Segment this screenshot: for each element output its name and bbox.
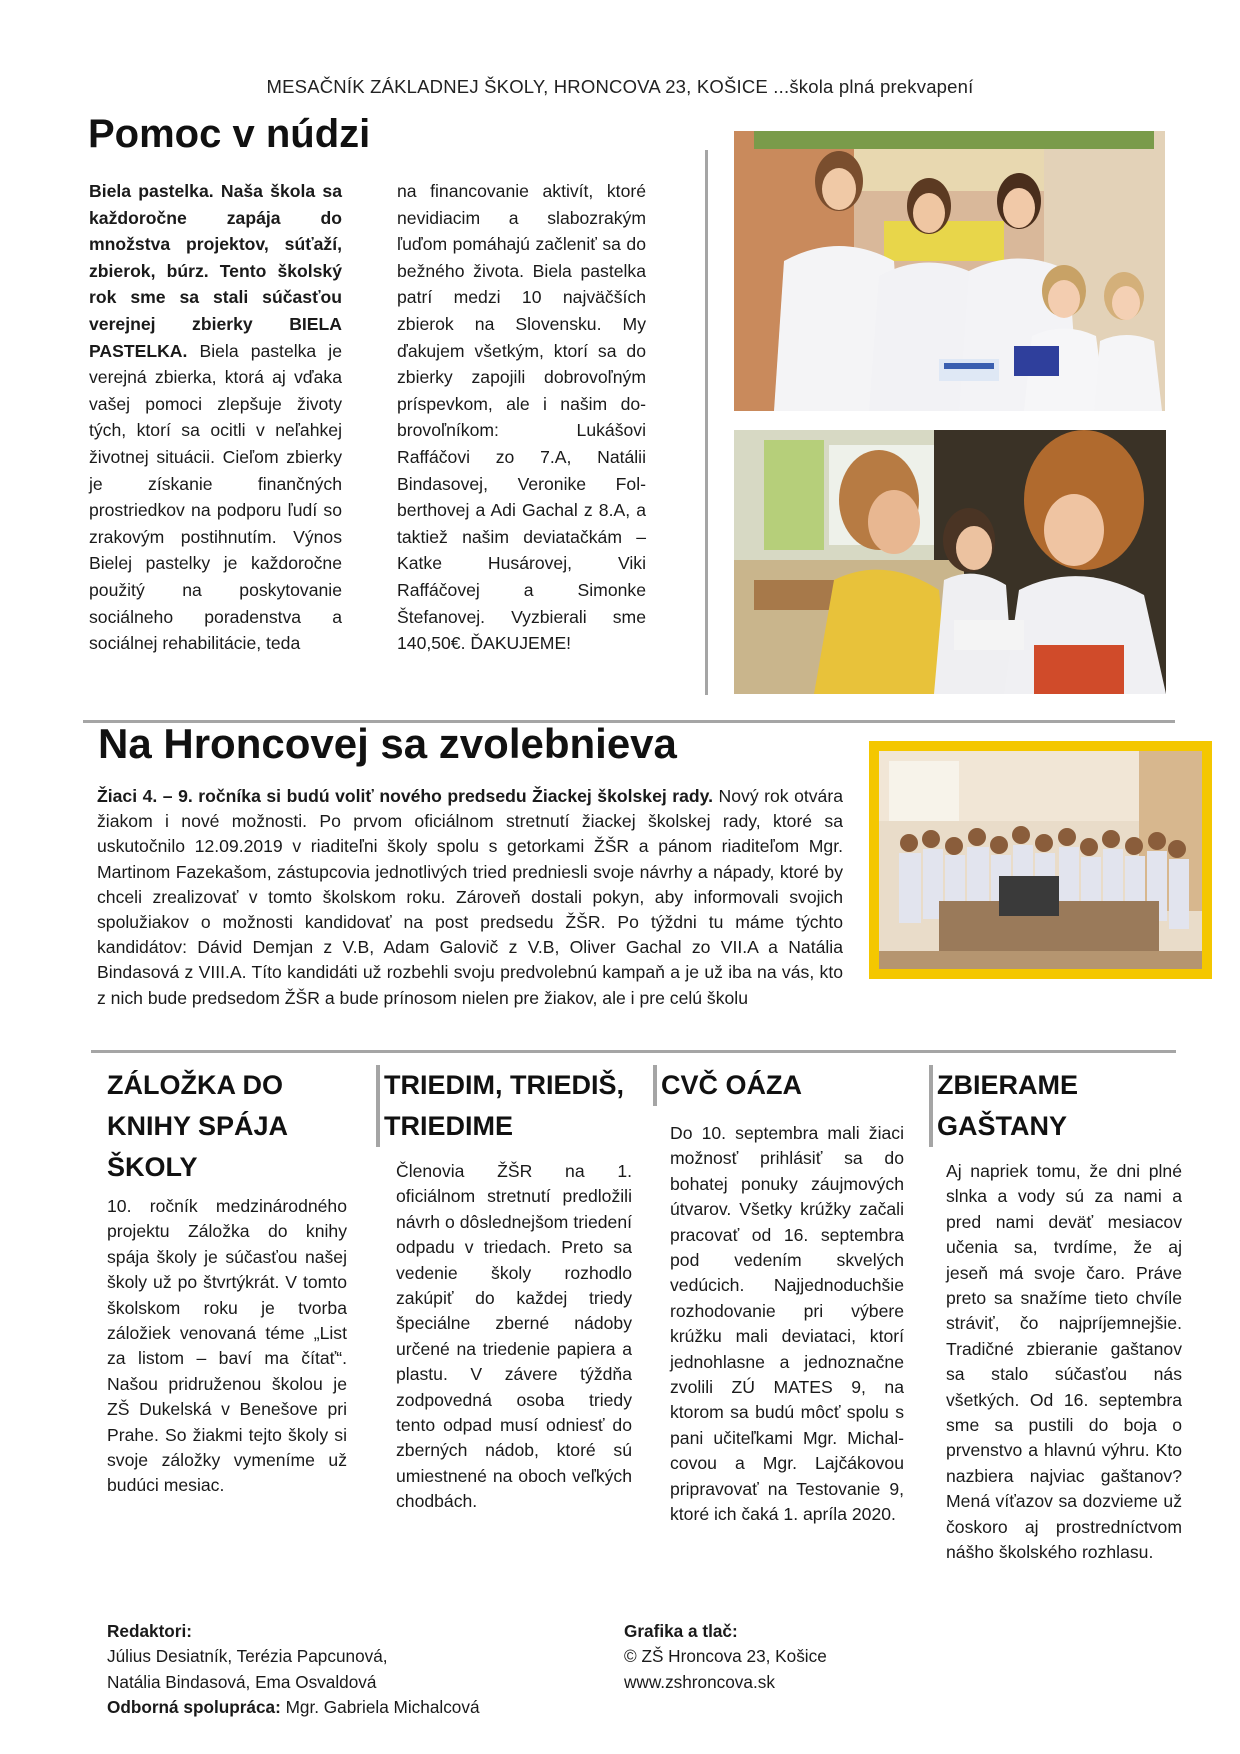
editors-label: Redaktori: (107, 1621, 192, 1641)
editors-names: Natália Bindasová, Ema Osvaldová (107, 1671, 377, 1692)
article-column-2: na financovanie aktivít, ktoré nevidiacim a slabozrakým ľuďom pomáhajú začleniť sa do bežného života. Biela pastelka patrí medzi 10 najväčších zbierok na Slovensku. My ďakujem všetkým, ktorí sa do zbierky zapojili dobrovoľným príspevkom, ale i našim dobrovoľníkom: Lukášovi Raffáčovi zo 7.A, Natálii Bindasovej, Veronike Folberthovej a Adi Gachal z 8.A, a taktiež našim deviatačkám – Katke Husárovej, Viki Raffáčovej a Simonke Štefanovej. Vyzbierali sme 140,50€. ĎAKUJEME! (397, 181, 646, 654)
section-text: 10. ročník medzinárodného projektu Záložka do knihy spája školy je súčasťou našej školy už po štvrtýkrát. V tomto školskom roku je tvorba záložiek venovaná téme „List za listom – baví ma čítať“. Našou pridruženou školou je ZŠ Dukelská v Benešove pri Prahe. So žiakmi tejto školy si svoje záložky vymeníme už budúci mesiac. (107, 1196, 347, 1496)
section-chestnuts (929, 1065, 1187, 1610)
section-divider (91, 1050, 1176, 1053)
column-divider (705, 150, 708, 695)
photo-frame (869, 741, 1212, 979)
section-text: Členovia ŽŠR na 1. oficiálnom stretnutí predložili návrh o dôslednejšom triedení odpadu v triedach. Preto sa vedenie školy rozhodlo zakúpiť do každej triedy špeciálne zberné nádoby určené na triedenie papiera a plastu. V závere týždňa zodpovedná osoba triedy tento odpad musí odniesť do zberných nádob, ktoré sú umiestnené na oboch veľkých chodbách. (396, 1161, 632, 1512)
section-title: CVČ OÁZA (653, 1065, 909, 1106)
section-recycling (376, 1065, 636, 1515)
cooperation-name: Mgr. Gabriela Michalcová (280, 1697, 480, 1718)
footer-editors (107, 1619, 607, 1721)
section-text: Aj napriek tomu, že dni plné slnka a vody sú za nami a pred nami deväť mesiacov učenia sa, tvrdíme, že aj jeseň má svoje čaro. Práve preto sa snažíme tieto chvíle stráviť, čo najpríjemnejšie. Tradičné zbieranie gaštanov sa stalo súčasťou nás všetkých. Od 16. septembra sme sa pustili do boja o prvenstvo a hlavnú výhru. Kto nazbiera najviac gaštanov? Mená víťazov sa dozvieme už čoskoro aj prostredníctvom nášho školského rozhlasu. (946, 1161, 1182, 1563)
article-title: Na Hroncovej sa zvolebnieva (98, 720, 677, 767)
cooperation-label: Odborná spolupráca: (107, 1697, 281, 1718)
article-column-1 (89, 178, 342, 657)
website-link[interactable]: www.zshroncova.sk (624, 1671, 775, 1692)
section-bookmark (107, 1065, 347, 1499)
article-lead: Biela pastelka. Naša škola sa každoročne zapája do množstva projektov, súťaží, zbierok, búrz. Tento školský rok sme sa stali súčasťou verejnej zbierky BIELA PASTELKA. (89, 181, 342, 361)
footer-print (624, 1619, 1024, 1695)
masthead: MESAČNÍK ZÁKLADNEJ ŠKOLY, HRONCOVA 23, KOŠICE ...škola plná prekvapení (266, 76, 974, 97)
photo-student-council (879, 751, 1202, 969)
print-label: Grafika a tlač: (624, 1621, 738, 1641)
article-text: Biela pastelka je verejná zbierka, ktorá aj vďaka vašej pomoci zlepšuje životy tých, ktorí sa ocitli v neľahkej životnej situácii. Cieľom zbierky je získanie finančných prostriedkov na podporu ľudí so zrakovým postihnutím. Výnos Bielej pastelky je každoročne použitý na poskytovanie sociálneho poradenstva a sociálnej rehabilitácie, teda (89, 340, 342, 654)
article-body (97, 784, 843, 1034)
section-cvc (653, 1065, 909, 1528)
article-title: Pomoc v núdzi (88, 112, 371, 156)
section-title: TRIEDIM, TRIEDIŠ, TRIEDIME (376, 1065, 636, 1147)
section-title: ZBIERAME GAŠTANY (929, 1065, 1187, 1147)
section-title: ZÁLOŽKA DO KNIHY SPÁJA ŠKOLY (107, 1070, 288, 1182)
section-text: Do 10. septembra mali žiaci možnosť prihlásiť sa do bohatej ponuky záujmových útvarov. Všetky krúžky začali pracovať od 16. septembra pod vedením skvelých vedúcich. Najjednoduchšie rozhodovanie pri výbere krúžku mali deviataci, ktorí jednohlasne a jednoznačne zvolili ZÚ MATES 9, na ktorom sa budú môcť spolu s pani učiteľkami Mgr. Michalcovou a Mgr. Lajčákovou pripravovať na Testovanie 9, ktoré ich čaká 1. apríla 2020. (670, 1123, 904, 1525)
print-address: © ZŠ Hroncova 23, Košice (624, 1646, 827, 1667)
article-text: Nový rok otvára žiakom i nové možnosti. Po prvom oficiálnom stretnutí žiackej školskej rady, ktoré sa uskutočnilo 12.09.2019 v riaditeľni školy spolu s getorkami ŽŠR a pánom riaditeľom Mgr. Martinom Fazekašom, zástupcovia jednotlivých tried predniesli svoje návrhy a nápady, ktoré by chceli zrealizovať v tomto školskom roku. Zároveň dostali pokyn, aby informovali svojich spolužiakov o možnosti kandidovať na post predsedu ŽŠR. Po týždni tu máme týchto kandidátov: Dávid Demjan z V.B, Adam Galovič z V.B, Oliver Gachal zo VII.A a Natália Bindasová z VIII.A. Títo kandidáti už rozbehli svoju predvolebnú kampaň a je už iba na vás, kto z nich bude predsedom ŽŠR a bude prínosom nielen pre žiakov, ale i pre celú školu (97, 786, 843, 1008)
photo-volunteers-tshirts (734, 131, 1165, 411)
photo-classroom-collection (734, 430, 1166, 694)
editors-names: Július Desiatník, Terézia Papcunová, (107, 1646, 388, 1667)
article-lead: Žiaci 4. – 9. ročníka si budú voliť nového predsedu Žiackej školskej rady. (97, 786, 714, 806)
